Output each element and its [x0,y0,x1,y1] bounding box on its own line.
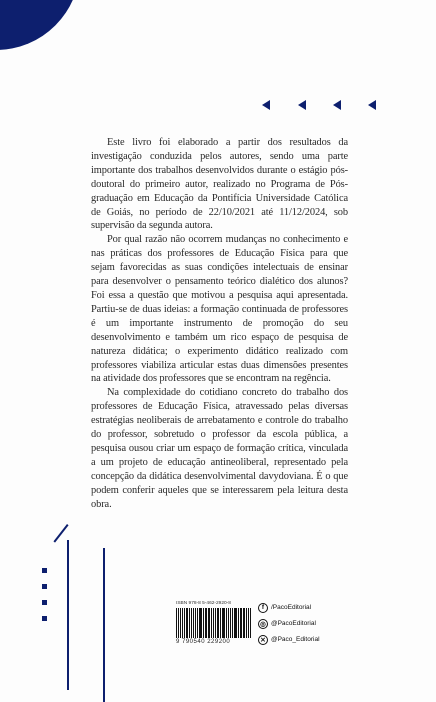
barcode-bar [226,608,227,638]
barcode-bar [213,608,214,638]
social-link-instagram[interactable] [258,616,320,631]
barcode-bar [178,608,179,638]
square-dots-decoration [42,568,47,632]
barcode-bar [205,608,206,638]
barcode-bar [211,608,212,638]
barcode-bar [244,608,245,638]
social-link-x[interactable] [258,632,320,647]
barcode-bar [232,608,233,638]
barcode-number: 9 790540 229200 [176,639,231,645]
barcode-bar [200,608,202,638]
isbn-block [176,601,252,645]
synopsis-paragraph: Na complexidade do cotidiano concreto do trabalho dos professores de Educação Física, atravessado pelas diversas estratégias neoliberais de arrebatamento e controle do trabalho do professor, sobretudo o professor da escola pública, a pesquisa ousou criar um espaço de formação crítica, vinculada a um projeto de educação antineoliberal, representado pela concepção da didática desenvolvimental davydoviana. É o que podem conferir aqueles que se interessarem pela leitura desta obra. [91,387,348,510]
barcode-bar [199,608,200,638]
barcode-bar [246,608,247,638]
vertical-line-decoration [103,548,105,702]
barcode-bar [235,608,237,638]
instagram-icon: ◎ [258,619,268,629]
triangle-left-icon [298,100,306,110]
barcode-bar [228,608,229,638]
square-dot-icon [42,600,47,605]
barcode-bar [243,608,244,638]
synopsis-paragraph: Este livro foi elaborado a partir dos resultados da investigação conduzida pelos autores, sendo uma parte importante dos trabalhos desenvolvidos durante o estágio pós-doutoral do primeiro autor, realizado no Programa de Pós-graduação em Educação da Pontifícia Universidade Católica de Goiás, no período de 22/10/2021 até 11/12/2024, sob supervisão da segunda autora. [91,137,348,232]
barcode-bar [191,608,192,638]
barcode-image [176,608,252,638]
square-dot-icon [42,568,47,573]
barcode-bar [209,608,210,638]
synopsis-paragraph: Por qual razão não ocorrem mudanças no conhecimento e nas práticas dos professores de Educação Física para que sejam favorecidas as suas condições intelectuais de ensinar para desenvolver o pensamento teórico dialético dos alunos? Foi essa a questão que motivou a pesquisa aqui apresentada. Partiu-se de duas ideias: a formação continuada de professores é um importante instrumento de promoção do seu desenvolvimento e também um rico espaço de pesquisa de natureza didática; o experimento didático realizado com professores viabiliza articular estas duas dimensões presentes na atividade dos professores que se encontram na regência. [91,234,348,385]
social-link-facebook[interactable] [258,600,320,615]
barcode-bar [189,608,190,638]
barcode-bar [240,608,241,638]
barcode-bar [215,608,216,638]
barcode-bar [182,608,183,638]
barcode-bar [176,608,177,638]
barcode-bar [220,608,221,638]
corner-circle-decoration [0,0,80,50]
triangle-left-icon [333,100,341,110]
barcode-bar [230,608,231,638]
social-handle: @PacoEditorial [271,620,316,627]
triangle-left-icon [368,100,376,110]
barcode-bar [203,608,204,638]
barcode-bar [234,608,235,638]
square-dot-icon [42,616,47,621]
synopsis-text [91,136,348,511]
social-handle: @Paco_Editorial [271,636,320,643]
triangle-left-icon [262,100,270,110]
vertical-line-decoration [67,540,69,690]
barcode-bar [238,608,239,638]
square-dot-icon [42,584,47,589]
barcode-bar [217,608,219,638]
barcode-bar [208,608,209,638]
barcode-bar [184,608,185,638]
barcode-bar [195,608,196,638]
social-handle: /PacoEditorial [271,604,312,611]
isbn-label: ISBN 978-8 5-462-2920-8 [176,601,231,606]
barcode-bar [180,608,181,638]
barcode-bar [222,608,223,638]
barcode-bar [248,608,249,638]
social-links [258,600,320,648]
barcode-bar [250,608,251,638]
barcode-bar [193,608,194,638]
facebook-icon: f [258,603,268,613]
arrow-decorations [262,100,382,114]
x-twitter-icon: ✕ [258,635,268,645]
barcode-bar [197,608,198,638]
barcode-bar [223,608,224,638]
barcode-bar [186,608,188,638]
